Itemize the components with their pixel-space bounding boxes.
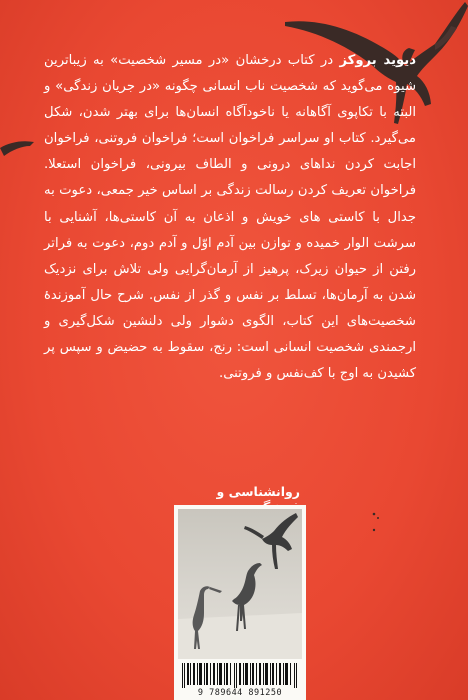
isbn-number: 9 789644 891250	[174, 688, 306, 698]
cover-photo-frame	[174, 505, 306, 663]
barcode-bars	[178, 663, 302, 689]
barcode	[174, 663, 306, 700]
heron-photo	[178, 509, 302, 659]
category-label: روانشناسی و	[216, 484, 300, 499]
author-name: دیوید بروکز	[339, 53, 417, 68]
herons-illustration	[178, 509, 302, 659]
bird-wing-icon	[0, 128, 40, 168]
back-cover-blurb	[44, 48, 416, 387]
blurb-text: در کتاب درخشان «در مسیر شخصیت» به زیباترین شیوه می‌گوید که شخصیت ناب انسانی چگونه «در جریان زندگی» و البته با تکاپوی آگاهانه یا ناخودآگاه انسان‌ها برای بهتر شدن، شکل می‌گیرد. کتاب او سراسر فراخوان است؛ فراخوان فروتنی، فراخوان اجابت کردن نداهای درونی و الطاف بیرونی، فراخوان استعلا. فراخوان تعریف کردن رسالت زندگی بر اساس خیر جمعی، دعوت به جدال با کاستی های خویش و اذعان به آن کاستی‌ها، آشنایی با سرشت الوار خمیده و توازن بین آدم اوّل و آدم دوم، دعوت به فراتر رفتن از حیوان زیرک، پرهیز از آرمان‌گرایی ولی تلاش برای نزدیک شدن به آرمان‌ها، تسلط بر نفس و گذر از نفس. شرح حال آموزندهٔ شخصیت‌های این کتاب، الگوی دشوار ولی دلنشین شکل‌گیری و ارجمندی شخصیت انسانی است: رنج، سقوط به حضیض و سپس پر کشیدن به اوج با کف‌نفس و فروتنی.	[44, 53, 416, 382]
decorative-dots-icon	[368, 508, 388, 538]
